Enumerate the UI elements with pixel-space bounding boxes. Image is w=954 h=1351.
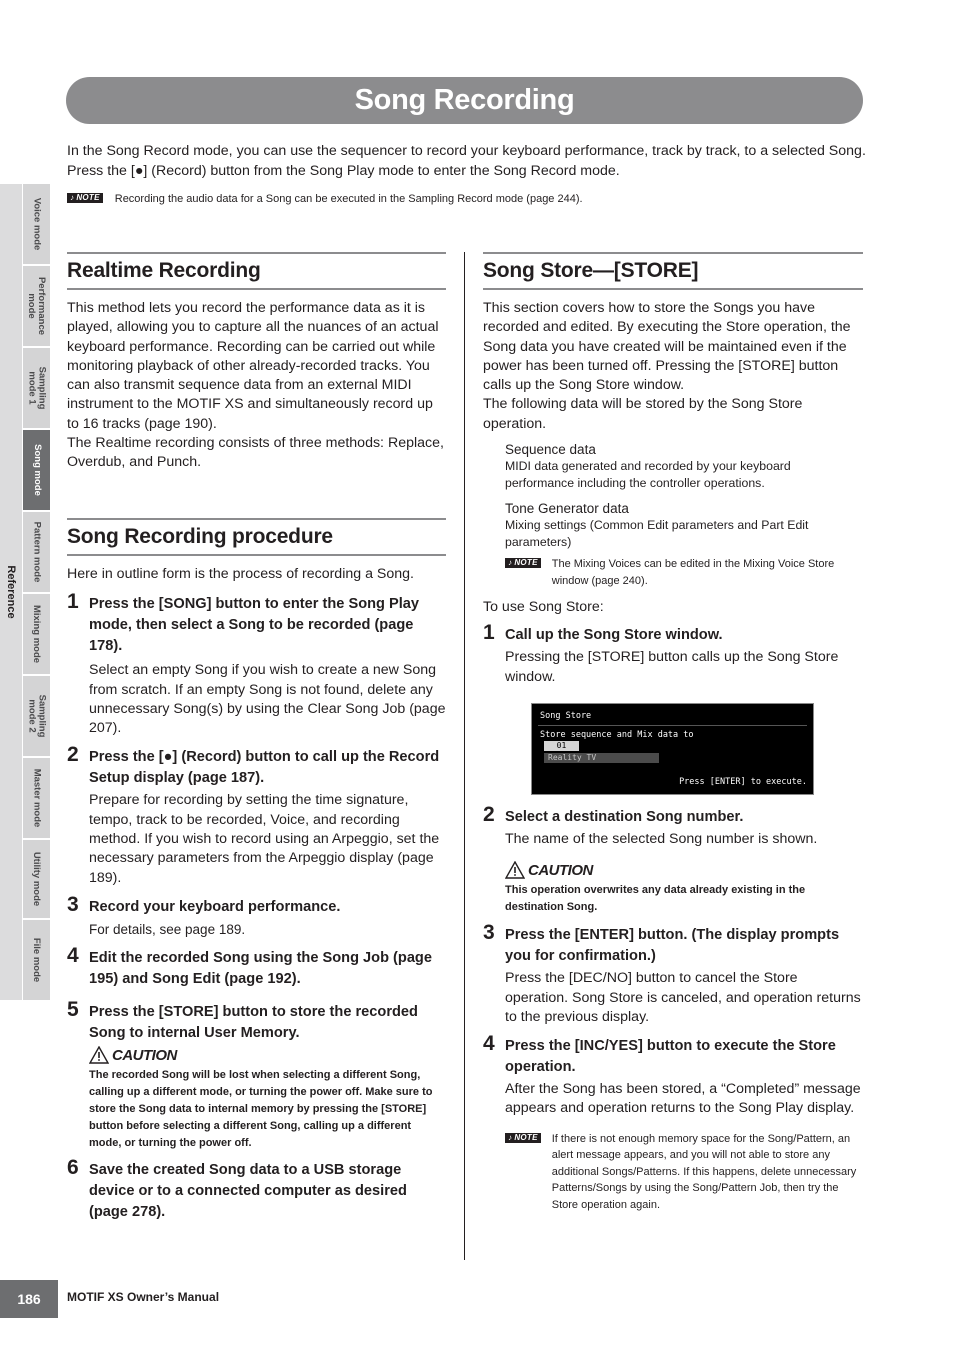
caution-text: The recorded Song will be lost when selecting a different Song, calling up a different mode, or turning the power off. Make sure to store the Song data to internal memory by pressing the [STORE] button before selecting a different Song, calling up a different mode, or turning the power off. <box>89 1069 433 1150</box>
lcd-title: Song Store <box>540 711 592 721</box>
step-body: Prepare for recording by setting the time signature, tempo, track to be recorded, Voice, and recording method. If you wish to record using an Arpeggio, set the necessary parameters from the Arpeggio display (page 189). <box>89 792 440 886</box>
store-body: This section covers how to store the Songs you have recorded and edited. By executing the Store operation, the Song data you have created will be maintained even if the power has been turned off. Pressing the [STORE] button calls up the Song Store window. <box>483 300 851 394</box>
side-tab-master-mode[interactable]: Master mode <box>23 758 50 838</box>
procedure-heading: Song Recording procedure <box>67 518 446 556</box>
step-title: Press the [ENTER] button. (The display prompts you for confirmation.) <box>505 927 840 965</box>
side-tab-performance-mode[interactable]: Performance mode <box>23 266 50 346</box>
note-icon: ♪ <box>508 1132 513 1142</box>
caution-heading: CAUTION <box>89 1046 446 1064</box>
lcd-song-name: Reality TV <box>544 753 659 763</box>
step-number: 3 <box>483 921 495 945</box>
manual-title: MOTIF XS Owner’s Manual <box>67 1290 220 1304</box>
side-tab-utility-mode[interactable]: Utility mode <box>23 840 50 918</box>
caution-heading: CAUTION <box>505 861 863 879</box>
intro-note-text: Recording the audio data for a Song can be executed in the Sampling Record mode (page 244). <box>114 193 583 205</box>
step-number: 1 <box>483 621 495 645</box>
page-title: Song Recording <box>354 84 575 116</box>
caution-text: This operation overwrites any data already existing in the destination Song. <box>505 884 806 914</box>
step-title: Press the [INC/YES] button to execute the Store operation. <box>505 1038 836 1076</box>
procedure-intro: Here in outline form is the process of recording a Song. <box>67 566 414 582</box>
note-badge: ♪ NOTE <box>505 1133 541 1143</box>
data-item-title: Tone Generator data <box>505 501 629 517</box>
lcd-rule <box>538 725 807 726</box>
step-title: Press the [●] (Record) button to call up the Record Setup display (page 187). <box>89 749 440 787</box>
step-body: After the Song has been stored, a “Completed” message appears and operation returns to the Song Play display. <box>505 1081 861 1117</box>
procedure-step <box>67 998 446 1044</box>
page-number: 186 <box>0 1280 58 1318</box>
procedure-step <box>67 944 446 990</box>
side-tab-pattern-mode[interactable]: Pattern mode <box>23 512 50 592</box>
note-badge: ♪ NOTE <box>505 558 541 568</box>
step-title: Edit the recorded Song using the Song Job (page 195) and Song Edit (page 192). <box>89 950 432 988</box>
caution-icon <box>89 1046 109 1064</box>
store-note-text: The Mixing Voices can be edited in the Mixing Voice Store window (page 240). <box>551 558 835 587</box>
page-title-bar <box>66 77 863 124</box>
side-tab-song-mode[interactable]: Song mode <box>23 430 50 510</box>
step-title: Record your keyboard performance. <box>89 898 341 915</box>
step-title: Save the created Song data to a USB storage device or to a connected computer as desired (page 278). <box>89 1162 407 1221</box>
reference-label: Reference <box>5 565 17 619</box>
step-body: Pressing the [STORE] button calls up the Song Store window. <box>505 649 839 685</box>
final-note-text: If there is not enough memory space for the Song/Pattern, an alert message appears, and you will not able to store any additional Songs/Patterns. If this happens, delete unnecessary Patterns/Songs by using the Song/Pattern Job, then try the Store operation again. <box>551 1132 857 1211</box>
procedure-step <box>67 1156 446 1223</box>
step-number: 4 <box>67 944 79 968</box>
lcd-line: Store sequence and Mix data to <box>540 730 694 740</box>
procedure-caution <box>67 1046 446 1152</box>
lcd-destination-number[interactable]: 01 <box>544 741 579 751</box>
side-tab-voice-mode[interactable]: Voice mode <box>23 184 50 264</box>
store-step <box>483 803 863 849</box>
store-caution <box>483 861 863 916</box>
note-icon: ♪ <box>70 193 75 202</box>
step-number: 4 <box>483 1032 495 1056</box>
data-item-desc: Mixing settings (Common Edit parameters and Part Edit parameters) <box>505 518 809 549</box>
lcd-prompt: Press [ENTER] to execute. <box>679 777 807 787</box>
realtime-section <box>67 252 446 473</box>
store-step <box>483 1032 863 1119</box>
note-icon: ♪ <box>508 558 513 568</box>
note-badge: ♪ NOTE <box>67 193 103 203</box>
section-side-tabs <box>0 184 50 1000</box>
store-note <box>505 556 863 589</box>
procedure-section <box>67 518 446 1223</box>
step-title: Press the [SONG] button to enter the Song Play mode, then select a Song to be recorded (page 178). <box>89 596 420 655</box>
intro-paragraph: In the Song Record mode, you can use the sequencer to record your keyboard performance, track by track, to a selected Song. Press the [●] (Record) button from the Song Play mode to enter the Song Record mode. <box>67 143 866 179</box>
step-number: 1 <box>67 590 79 614</box>
store-step <box>483 921 863 1027</box>
side-tab-sampling-mode-1[interactable]: Sampling mode 1 <box>23 348 50 428</box>
data-item-title: Sequence data <box>505 442 596 458</box>
step-body: The name of the selected Song number is shown. <box>505 831 818 847</box>
step-title: Press the [STORE] button to store the recorded Song to internal User Memory. <box>89 1004 418 1042</box>
step-number: 5 <box>67 998 79 1022</box>
data-item-desc: MIDI data generated and recorded by your keyboard performance including the controller operations. <box>505 459 791 490</box>
caution-icon <box>505 861 525 879</box>
step-number: 2 <box>483 803 495 826</box>
realtime-body: This method lets you record the performance data as it is played, allowing you to capture all the nuances of an actual keyboard performance. Recording can be carried out while monitoring playback of other already-recorded tracks. You can also transmit sequence data from an external MIDI instrument to the MOTIF XS and simultaneously record up to 16 tracks (page 190). <box>67 300 439 432</box>
store-step <box>483 621 863 687</box>
procedure-step <box>67 892 446 939</box>
store-body-2: The following data will be stored by the Song Store operation. <box>483 396 803 432</box>
step-number: 3 <box>67 892 79 916</box>
realtime-body-2: The Realtime recording consists of three methods: Replace, Overdub, and Punch. <box>67 435 444 471</box>
step-title: Select a destination Song number. <box>505 809 744 825</box>
store-section <box>483 252 863 687</box>
step-number: 6 <box>67 1156 79 1180</box>
side-tab-sampling-mode-2[interactable]: Sampling mode 2 <box>23 676 50 756</box>
step-body: For details, see page 189. <box>89 921 246 937</box>
column-divider <box>464 252 465 1260</box>
side-tab-mixing-mode[interactable]: Mixing mode <box>23 594 50 674</box>
to-use-label: To use Song Store: <box>483 599 604 616</box>
side-tab-file-mode[interactable]: File mode <box>23 920 50 1000</box>
song-store-display <box>531 703 814 795</box>
realtime-heading: Realtime Recording <box>67 252 446 290</box>
procedure-step <box>67 590 446 738</box>
step-body: Press the [DEC/NO] button to cancel the Store operation. Song Store is canceled, and operation returns to the previous display. <box>505 970 861 1025</box>
procedure-step <box>67 743 446 887</box>
final-note <box>483 1131 863 1214</box>
intro-note <box>67 191 857 208</box>
store-heading: Song Store—[STORE] <box>483 252 863 290</box>
store-steps-continued <box>483 803 863 1213</box>
step-body: Select an empty Song if you wish to create a new Song from scratch. If an empty Song is not found, delete any unnecessary Song(s) by using the Clear Song Job (page 207). <box>89 662 446 737</box>
step-number: 2 <box>67 743 79 767</box>
step-title: Call up the Song Store window. <box>505 627 723 644</box>
store-data-list <box>483 441 863 589</box>
